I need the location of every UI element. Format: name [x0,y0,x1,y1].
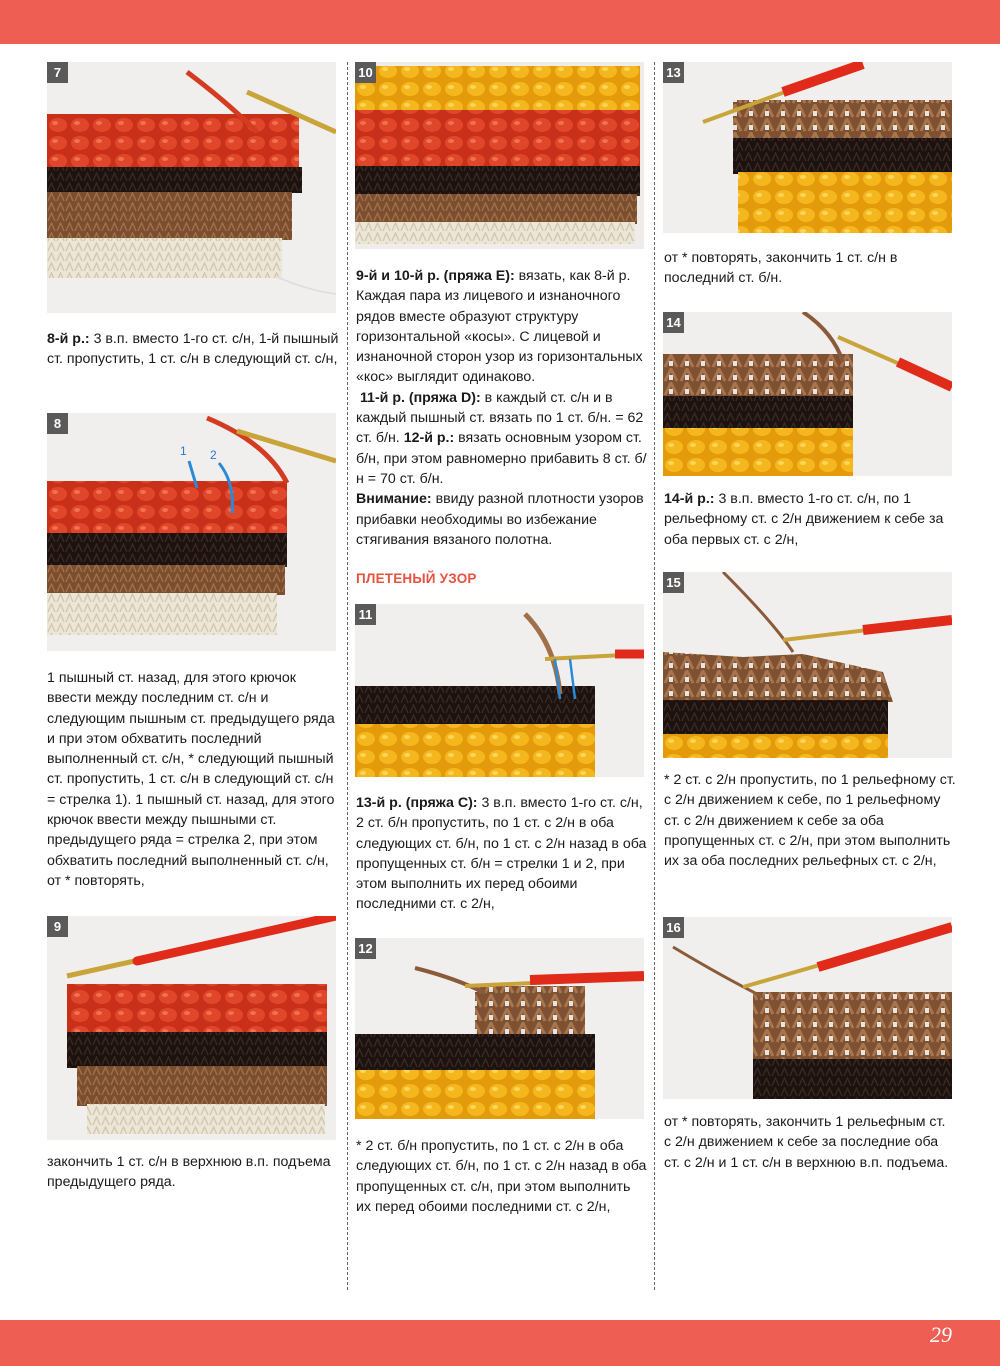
photo-step-16 [663,917,952,1099]
step-badge: 9 [47,916,68,937]
step-badge: 13 [663,62,684,83]
section-heading: ПЛЕТЕНЫЙ УЗОР [356,571,477,586]
step-badge: 7 [47,62,68,83]
text-row14-cont: * 2 ст. с 2/н пропустить, по 1 рельефному ст. с 2/н движением к себе, по 1 рельефному ст. с 2/н движением к себе за оба пропущенных ст. с 2/н, при этом выполнить их за оба последних рельефных ст. с 2/н, [664,772,956,870]
photo-step-10 [355,62,644,249]
photo-step-13 [663,62,952,233]
page [0,44,1000,1320]
text-row13-cont: * 2 ст. б/н пропустить, по 1 ст. с 2/н в оба следующих ст. б/н, по 1 ст. с 2/н назад в оба пропущенных ст. с/н, при этом выполнить их перед обоими последними ст. с 2/н, [356,1138,647,1215]
step-badge: 12 [355,938,376,959]
text-row8-cont: 1 пышный ст. назад, для этого крючок ввести между последним ст. с/н и следующим пышным ст. предыдущего ряда и при этом обхватить последний выполненный ст. с/н, * следующий пышный ст. пропустить, 1 ст. с/н в следующий ст. с/н = стрелка 1). 1 пышный ст. назад, для этого крючок ввести между пышными ст. предыдущего ряда = стрелка 2, при этом обхватить последний выполненный ст. с/н, от * повторять, [47,670,335,889]
photo-step-11 [355,604,644,777]
crochet-photo [663,312,952,476]
photo-step-14 [663,312,952,476]
photo-step-12 [355,938,644,1119]
arrow-label-1: 1 [180,444,187,458]
step-badge: 15 [663,572,684,593]
step-badge: 11 [355,604,376,625]
text-rows9-12: 9-й и 10-й р. (пряжа E): вязать, как 8-й р. Каждая пара из лицевого и изнаночного рядов вместе образуют структуру горизонтальной «косы». С лицевой и изнаночной сторон узор из горизонтальных «кос» выглядит одинаково. 11-й р. (пряжа D): в каждый ст. с/н и в каждый пышный ст. вязать по 1 ст. б/н. = 62 ст. б/н. 12-й р.: вязать основным узором ст. б/н, при этом равномерно прибавить 8 ст. б/н = 70 ст. б/н. Внимание: ввиду разной плотности узоров прибавки необходимы во избежание стягивания вязаного полотна. [356,268,647,548]
text-row13: 13-й р. (пряжа C): 3 в.п. вместо 1-го ст. с/н, 2 ст. б/н пропустить, по 1 ст. с 2/н в оба следующих ст. б/н, по 1 ст. с 2/н назад в оба пропущенных ст. б/н = стрелки 1 и 2, при этом выполнить их перед обоими последними ст. с 2/н, [356,795,647,913]
arrow-label-2: 2 [210,448,217,462]
photo-step-8 [47,413,336,651]
crochet-photo [47,62,336,313]
step-badge: 16 [663,917,684,938]
crochet-photo [355,62,644,249]
text-row14-end: от * повторять, закончить 1 рельефным ст. с 2/н движением к себе за последние оба ст. с 2/н и 1 ст. с/н в верхнюю в.п. подъема. [664,1114,949,1171]
page-number: 29 [930,1322,952,1347]
text-row14: 14-й р.: 3 в.п. вместо 1-го ст. с/н, по 1 рельефному ст. с 2/н движением к себе за оба первых ст. с 2/н, [664,491,944,548]
step-badge: 10 [355,62,376,83]
crochet-photo [355,938,644,1119]
column-divider [654,62,655,1290]
photo-step-7 [47,62,336,313]
text-row9: закончить 1 ст. с/н в верхнюю в.п. подъема предыдущего ряда. [47,1154,331,1191]
step-badge: 14 [663,312,684,333]
crochet-photo [663,917,952,1099]
crochet-photo [355,604,644,777]
text-row13-end: от * повторять, закончить 1 ст. с/н в последний ст. б/н. [664,250,898,287]
crochet-photo [663,62,952,233]
crochet-photo [47,916,336,1140]
photo-step-15 [663,572,952,758]
step-badge: 8 [47,413,68,434]
crochet-photo [663,572,952,758]
text-row8: 8-й р.: 3 в.п. вместо 1-го ст. с/н, 1-й пышный ст. пропустить, 1 ст. с/н в следующий ст. с/н, [47,331,339,368]
photo-step-9 [47,916,336,1140]
column-divider [347,62,348,1290]
crochet-photo [47,413,336,651]
